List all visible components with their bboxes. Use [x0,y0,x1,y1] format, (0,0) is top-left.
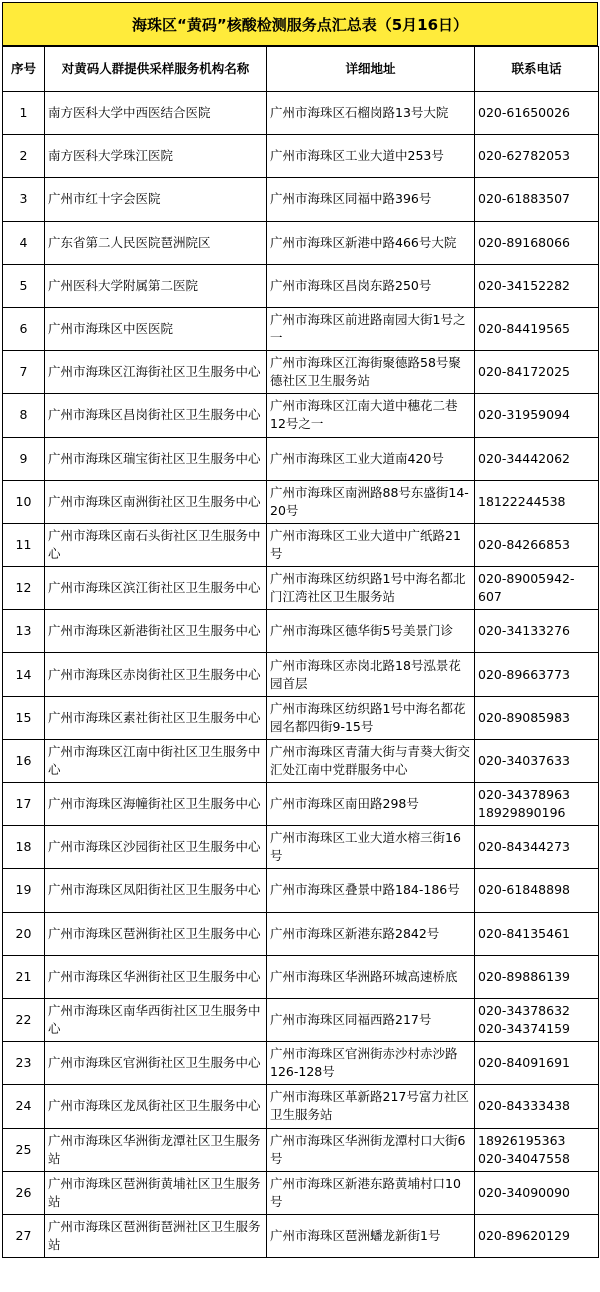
table-row [3,437,599,480]
phone-number: 020-34442062 [478,450,570,466]
table-row [3,221,599,264]
address: 广州市海珠区纺织路1号中海名都花园名都四街9-15号 [267,696,475,739]
contact-phone [475,221,599,264]
address: 广州市海珠区南田路298号 [267,783,475,826]
contact-phone [475,653,599,696]
contact-phone [475,955,599,998]
institution-name: 南方医科大学中西医结合医院 [45,92,267,135]
row-number: 24 [3,1085,45,1128]
contact-phone [475,1214,599,1257]
row-number: 10 [3,480,45,523]
row-number: 11 [3,523,45,566]
phone-number: 020-84172025 [478,364,570,380]
phone-number: 020-34378963 [478,787,570,803]
table-row [3,610,599,653]
row-number: 16 [3,739,45,782]
contact-phone [475,610,599,653]
row-number: 19 [3,869,45,912]
phone-number: 020-31959094 [478,407,570,423]
phone-number: 18122244538 [478,493,566,509]
table-row [3,567,599,610]
contact-phone [475,437,599,480]
contact-phone [475,1128,599,1171]
row-number: 6 [3,307,45,350]
row-number: 4 [3,221,45,264]
phone-number: 020-84333438 [478,1098,570,1114]
table-row [3,480,599,523]
row-number: 9 [3,437,45,480]
row-number: 1 [3,92,45,135]
table-body [3,92,599,1258]
address: 广州市海珠区纺织路1号中海名都北门江湾社区卫生服务站 [267,567,475,610]
phone-number: 020-34090090 [478,1184,570,1200]
address: 广州市海珠区前进路南园大街1号之一 [267,307,475,350]
table-row [3,351,599,394]
phone-number: 020-89168066 [478,234,570,250]
contact-phone [475,523,599,566]
summary-sheet [2,2,598,1258]
address: 广州市海珠区工业大道中253号 [267,135,475,178]
row-number: 25 [3,1128,45,1171]
phone-number: 020-34037633 [478,752,570,768]
table-row [3,869,599,912]
table-row [3,783,599,826]
phone-number: 020-34047558 [478,1150,570,1166]
institution-name: 广州市海珠区沙园街社区卫生服务中心 [45,826,267,869]
phone-number: 020-62782053 [478,148,570,164]
contact-phone [475,92,599,135]
phone-number: 020-34378632 [478,1003,570,1019]
table-row [3,1085,599,1128]
contact-phone [475,1042,599,1085]
row-number: 21 [3,955,45,998]
phone-number: 020-84135461 [478,925,570,941]
address: 广州市海珠区新港中路466号大院 [267,221,475,264]
institution-name: 广州市红十字会医院 [45,178,267,221]
phone-number: 020-89005942-607 [478,571,575,605]
address: 广州市海珠区江海街聚德路58号聚德社区卫生服务站 [267,351,475,394]
contact-phone [475,1171,599,1214]
institution-name: 广州市海珠区瑞宝街社区卫生服务中心 [45,437,267,480]
row-number: 20 [3,912,45,955]
phone-number: 18929890196 [478,805,566,821]
institution-name: 广州医科大学附属第二医院 [45,264,267,307]
table-row [3,307,599,350]
institution-name: 广州市海珠区海幢街社区卫生服务中心 [45,783,267,826]
table-row [3,135,599,178]
address: 广州市海珠区德华街5号美景门诊 [267,610,475,653]
row-number: 7 [3,351,45,394]
contact-phone [475,1085,599,1128]
contact-phone [475,826,599,869]
institution-name: 广州市海珠区南洲街社区卫生服务中心 [45,480,267,523]
contact-phone [475,135,599,178]
table-row [3,178,599,221]
phone-number: 020-84344273 [478,839,570,855]
table-row [3,1214,599,1257]
institution-name: 广州市海珠区昌岗街社区卫生服务中心 [45,394,267,437]
phone-number: 020-61650026 [478,105,570,121]
row-number: 23 [3,1042,45,1085]
header-address: 详细地址 [267,47,475,92]
row-number: 3 [3,178,45,221]
table-row [3,739,599,782]
contact-phone [475,394,599,437]
contact-phone [475,869,599,912]
address: 广州市海珠区昌岗东路250号 [267,264,475,307]
phone-number: 020-84091691 [478,1055,570,1071]
institution-name: 广州市海珠区赤岗街社区卫生服务中心 [45,653,267,696]
row-number: 12 [3,567,45,610]
contact-phone [475,998,599,1041]
table-row [3,523,599,566]
table-row [3,955,599,998]
phone-number: 020-89886139 [478,968,570,984]
phone-number: 020-34133276 [478,623,570,639]
row-number: 17 [3,783,45,826]
phone-number: 18926195363 [478,1132,566,1148]
address: 广州市海珠区新港东路黄埔村口10号 [267,1171,475,1214]
row-number: 13 [3,610,45,653]
address: 广州市海珠区华洲路环城高速桥底 [267,955,475,998]
address: 广州市海珠区江南大道中穗花二巷12号之一 [267,394,475,437]
address: 广州市海珠区新港东路2842号 [267,912,475,955]
address: 广州市海珠区革新路217号富力社区卫生服务站 [267,1085,475,1128]
row-number: 5 [3,264,45,307]
row-number: 18 [3,826,45,869]
contact-phone [475,264,599,307]
institution-name: 广州市海珠区中医医院 [45,307,267,350]
row-number: 14 [3,653,45,696]
address: 广州市海珠区南洲路88号东盛街14-20号 [267,480,475,523]
institution-name: 广州市海珠区华洲街社区卫生服务中心 [45,955,267,998]
address: 广州市海珠区同福中路396号 [267,178,475,221]
phone-number: 020-89663773 [478,666,570,682]
table-row [3,912,599,955]
table-row [3,998,599,1041]
address: 广州市海珠区工业大道南420号 [267,437,475,480]
address: 广州市海珠区官洲街赤沙村赤沙路126-128号 [267,1042,475,1085]
row-number: 15 [3,696,45,739]
row-number: 2 [3,135,45,178]
institution-name: 广州市海珠区琶洲街社区卫生服务中心 [45,912,267,955]
phone-number: 020-61883507 [478,191,570,207]
table-row [3,394,599,437]
contact-phone [475,739,599,782]
address: 广州市海珠区工业大道水榕三街16号 [267,826,475,869]
institution-name: 广州市海珠区琶洲街黄埔社区卫生服务站 [45,1171,267,1214]
table-row [3,653,599,696]
contact-phone [475,912,599,955]
contact-phone [475,480,599,523]
institution-name: 广州市海珠区琶洲街琶洲社区卫生服务站 [45,1214,267,1257]
contact-phone [475,783,599,826]
table-row [3,826,599,869]
institution-name: 广州市海珠区凤阳街社区卫生服务中心 [45,869,267,912]
contact-phone [475,351,599,394]
row-number: 26 [3,1171,45,1214]
row-number: 22 [3,998,45,1041]
address: 广州市海珠区华洲街龙潭村口大街6号 [267,1128,475,1171]
table-row [3,1042,599,1085]
institution-name: 广州市海珠区龙凤街社区卫生服务中心 [45,1085,267,1128]
contact-phone [475,696,599,739]
header-row [3,47,599,92]
institution-name: 南方医科大学珠江医院 [45,135,267,178]
table-row [3,92,599,135]
institution-name: 广州市海珠区南石头街社区卫生服务中心 [45,523,267,566]
header-name: 对黄码人群提供采样服务机构名称 [45,47,267,92]
institution-name: 广州市海珠区江海街社区卫生服务中心 [45,351,267,394]
row-number: 27 [3,1214,45,1257]
address: 广州市海珠区琶洲蟠龙新街1号 [267,1214,475,1257]
header-phone: 联系电话 [475,47,599,92]
phone-number: 020-84419565 [478,321,570,337]
contact-phone [475,567,599,610]
contact-phone [475,307,599,350]
address: 广州市海珠区叠景中路184-186号 [267,869,475,912]
table-title: 海珠区“黄码”核酸检测服务点汇总表（5月16日） [2,2,598,46]
institution-name: 广州市海珠区滨江街社区卫生服务中心 [45,567,267,610]
contact-phone [475,178,599,221]
address: 广州市海珠区青蒲大街与青葵大街交汇处江南中党群服务中心 [267,739,475,782]
phone-number: 020-89620129 [478,1227,570,1243]
institution-name: 广州市海珠区素社街社区卫生服务中心 [45,696,267,739]
phone-number: 020-84266853 [478,536,570,552]
address: 广州市海珠区工业大道中广纸路21号 [267,523,475,566]
service-points-table [2,46,599,1258]
phone-number: 020-34152282 [478,277,570,293]
institution-name: 广州市海珠区南华西街社区卫生服务中心 [45,998,267,1041]
phone-number: 020-34374159 [478,1021,570,1037]
institution-name: 广州市海珠区华洲街龙潭社区卫生服务站 [45,1128,267,1171]
table-row [3,1171,599,1214]
institution-name: 广州市海珠区新港街社区卫生服务中心 [45,610,267,653]
table-row [3,696,599,739]
institution-name: 广州市海珠区江南中街社区卫生服务中心 [45,739,267,782]
address: 广州市海珠区石榴岗路13号大院 [267,92,475,135]
table-row [3,1128,599,1171]
institution-name: 广州市海珠区官洲街社区卫生服务中心 [45,1042,267,1085]
header-no: 序号 [3,47,45,92]
address: 广州市海珠区同福西路217号 [267,998,475,1041]
phone-number: 020-61848898 [478,882,570,898]
row-number: 8 [3,394,45,437]
table-row [3,264,599,307]
address: 广州市海珠区赤岗北路18号泓景花园首层 [267,653,475,696]
phone-number: 020-89085983 [478,709,570,725]
institution-name: 广东省第二人民医院琶洲院区 [45,221,267,264]
